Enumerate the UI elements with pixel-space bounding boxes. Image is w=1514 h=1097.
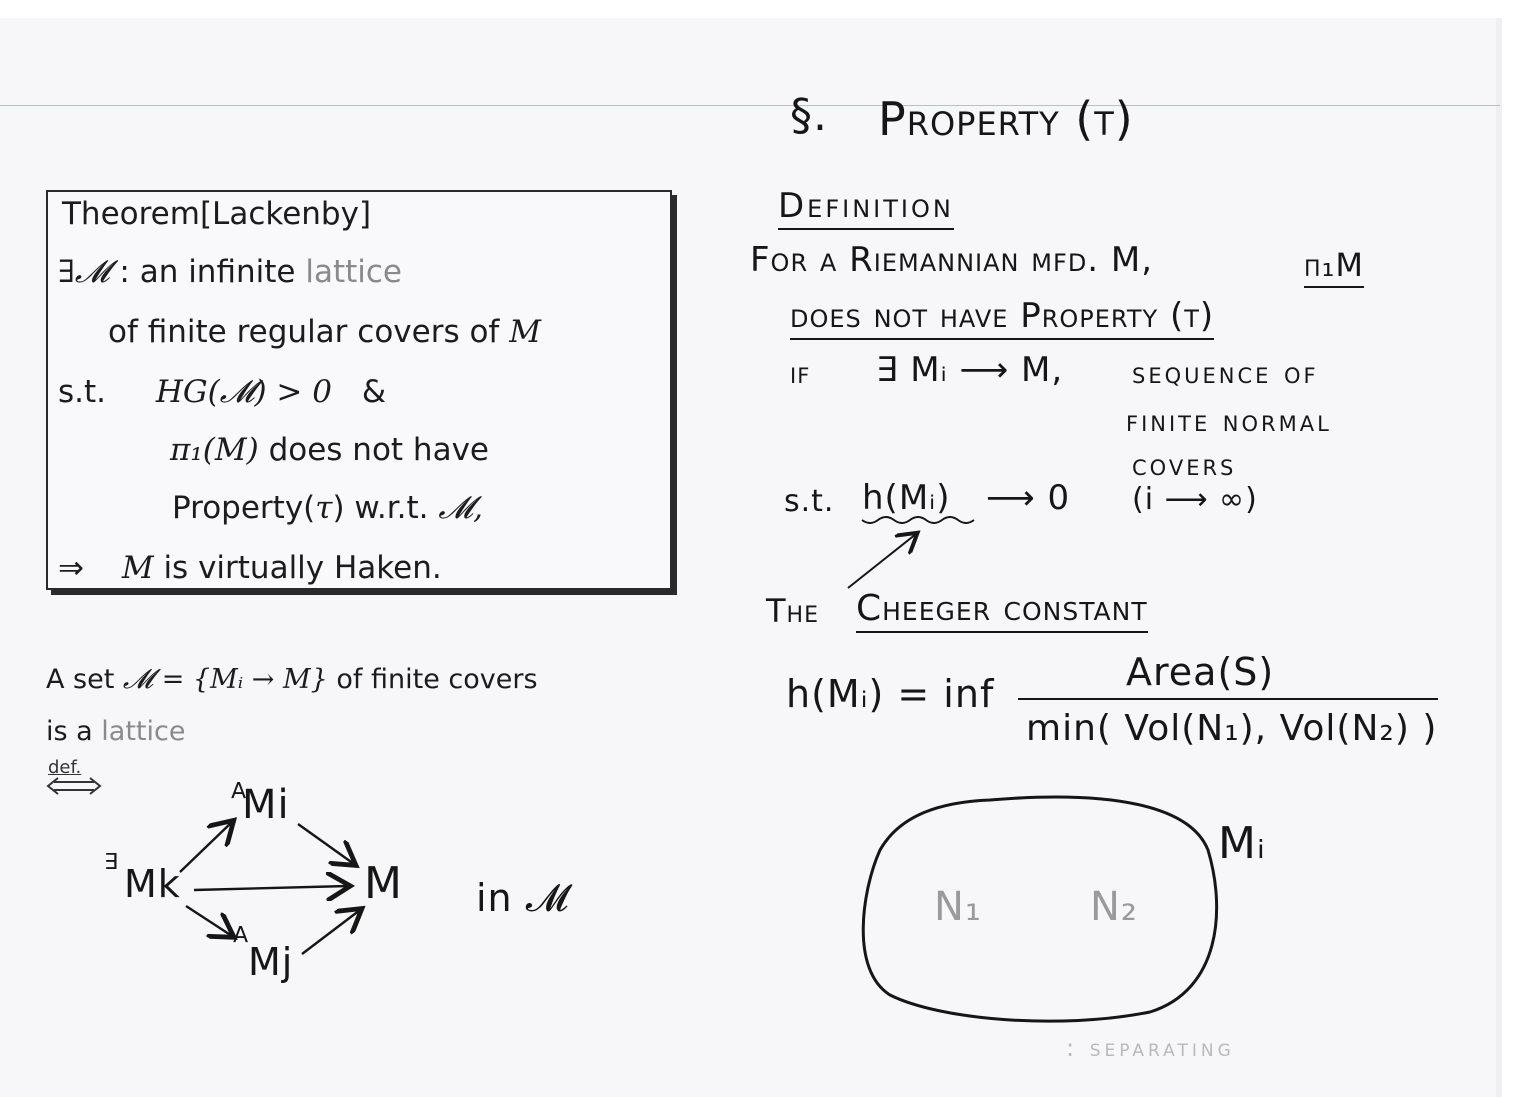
theorem-property-text: Property( [172,490,316,526]
def-line-4: finite normal [1126,404,1332,439]
formula-denominator: min( Vol(N₁), Vol(N₂) ) [1026,708,1438,749]
manifold-outline [863,797,1216,1021]
lattice-def-text-c: is a [46,716,102,747]
theorem-conclusion-math: M [121,550,154,586]
def-line-3c: sequence of [1132,356,1319,391]
theorem-math-lattice: ∃𝓜 [58,254,110,290]
theorem-line-2-math: M [509,314,541,350]
diagram-m: M [364,858,403,909]
theorem-line-2-text: of finite regular covers of [108,314,510,350]
theorem-wrt-math: 𝓜, [438,490,483,526]
theorem-ampersand: & [361,374,387,410]
theorem-hg-condition: HG(𝓜) > 0 [155,374,332,410]
section-mark: §. [790,90,828,141]
def-line-1a: For a Riemannian mfd. M, [750,240,1154,280]
def-line-1b: π₁M [1304,246,1364,288]
theorem-tau: τ [315,490,333,526]
formula-numerator: Area(S) [1126,650,1275,694]
theorem-line-1-text: : an infinite [109,254,306,290]
def-line-5: covers [1132,448,1237,483]
definition-label: Definition [778,186,954,230]
diagram-mk: Mk [124,862,181,906]
theorem-title: Theorem[Lackenby] [62,196,372,232]
def-line-6b: h(Mᵢ) [862,478,951,518]
implies-arrow: ⇒ [58,550,84,586]
diagram-exists: ∃ [104,850,119,875]
def-line-6d: (i ⟶ ∞) [1132,482,1258,517]
region-label-mi: Mᵢ [1218,818,1266,869]
diagram-forall-j: ∀ [232,920,249,945]
def-line-3a: if [790,356,811,391]
lattice-def-math: 𝓜 = {Mᵢ → M} [122,664,328,695]
section-heading: Property (τ) [878,92,1134,146]
formula-lhs: h(Mᵢ) = inf [786,672,995,716]
diagram-mi: Mi [242,782,290,828]
separating-note: : separating [1066,1034,1235,1062]
theorem-conclusion-text: is virtually Haken. [153,550,442,586]
cheeger-the: The [766,592,819,630]
region-n1: N₁ [934,884,982,930]
def-line-6c: ⟶ 0 [986,478,1071,518]
diagram-mj: Mj [248,940,294,984]
theorem-st-label: s.t. [58,374,107,410]
def-line-2: does not have Property (τ) [790,296,1214,340]
diagram-in-m: in 𝓜 [476,876,570,920]
region-n2: N₂ [1090,884,1138,930]
lattice-def-text-a: A set [46,664,123,695]
theorem-lattice-word: lattice [305,254,402,290]
diagram-forall-i: ∀ [230,776,247,801]
lattice-def-faint-word: lattice [101,716,186,747]
def-line-3b: ∃ Mᵢ ⟶ M, [876,350,1064,390]
def-line-6a: s.t. [784,484,835,519]
theorem-pi1-math: π₁(M) [170,432,259,468]
def-label: def. [48,757,82,778]
theorem-line-4-text: does not have [258,432,489,468]
cheeger-title: Cheeger constant [856,588,1148,633]
theorem-wrt-text: ) w.r.t. [332,490,439,526]
lattice-def-text-b: of finite covers [327,664,538,695]
